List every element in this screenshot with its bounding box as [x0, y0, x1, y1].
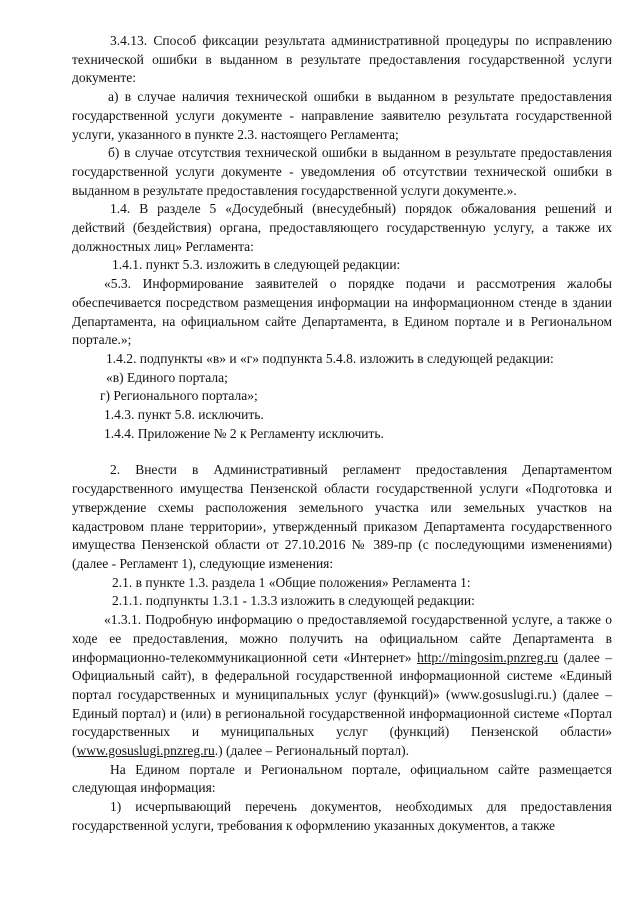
paragraph-item-g: г) Регионального портала»; — [100, 388, 258, 404]
paragraph-1-3-1-part-c: .) (далее – Региональный портал). — [214, 743, 409, 759]
paragraph-1-4-1: 1.4.1. пункт 5.3. изложить в следующей редакции: — [112, 257, 401, 273]
paragraph-2-1: 2.1. в пункте 1.3. раздела 1 «Общие положения» Регламента 1: — [112, 574, 471, 590]
paragraph-1-4-4: 1.4.4. Приложение № 2 к Регламенту исключить. — [104, 425, 384, 441]
paragraph-item-v: «в) Единого портала; — [106, 369, 228, 385]
paragraph-1-4: 1.4. В разделе 5 «Досудебный (внесудебный) порядок обжалования решений и действий (бездействия) органа, предоставляющего государственную услугу, а также их должностных лиц» Регламента: — [72, 201, 612, 254]
paragraph-1-4-2: 1.4.2. подпункты «в» и «г» подпункта 5.4.8. изложить в следующей редакции: — [106, 350, 554, 366]
paragraph-portal-info: На Едином портале и Региональном портале, официальном сайте размещается следующая информация: — [72, 761, 612, 796]
paragraph-3-4-13: 3.4.13. Способ фиксации результата административной процедуры по исправлению технической ошибки в выданном в результате предоставления государственной услуги документе: — [72, 33, 612, 86]
paragraph-item-a: а) в случае наличия технической ошибки в выданном в результате предоставления государственной услуги документе - направление заявителю результата государственной услуги, указанного в пункте 2.3. настоящего Регламента; — [72, 89, 612, 142]
paragraph-list-item-1: 1) исчерпывающий перечень документов, необходимых для предоставления государственной услуги, требования к оформлению указанных документов, а также — [72, 799, 612, 833]
official-site-link[interactable]: http://mingosim.pnzreg.ru — [417, 649, 559, 665]
paragraph-1-3-1-part-b: (далее – Официальный сайт), в федеральной государственной информационной системе «Единый портал государственных и муниципальных услуг (функций)» (www.gosuslugi.ru.) (далее – Единый портал) и (или) в региональной государственной информационной системе «Портал государственных и муниципальных услуг (функций) Пензенской области» ( — [72, 649, 612, 759]
spacer — [72, 443, 612, 461]
paragraph-2: 2. Внести в Административный регламент предоставления Департаментом государственного имущества Пензенской области государственной услуги «Подготовка и утверждение схемы расположения земельного участка или земельных участков на кадастровом плане территории», утвержденный приказом Департамента государственного имущества Пензенской области от 27.10.2016 № 389-пр (с последующими изменениями) (далее - Регламент 1), следующие изменения: — [72, 462, 612, 571]
paragraph-5-3: «5.3. Информирование заявителей о порядке подачи и рассмотрения жалобы обеспечивается посредством размещения информации на информационном стенде в здании Департамента, на официальном сайте Департамента, в Едином портале и в Региональном портале.»; — [72, 276, 612, 348]
paragraph-1-4-3: 1.4.3. пункт 5.8. исключить. — [104, 407, 264, 423]
paragraph-2-1-1: 2.1.1. подпункты 1.3.1 - 1.3.3 изложить в следующей редакции: — [112, 593, 475, 609]
paragraph-1-3-1 — [72, 611, 612, 761]
regional-portal-link[interactable]: www.gosuslugi.pnzreg.ru — [76, 743, 215, 759]
paragraph-item-b: б) в случае отсутствия технической ошибки в выданном в результате предоставления государственной услуги документе - уведомления об отсутствии технической ошибки в выданном в результате предоставления государственной услуги документе.». — [72, 145, 612, 198]
paragraph-1-3-1-part-a: «1.3.1. Подробную информацию о предоставляемой государственной услуге, а также о ходе ее предоставления, можно получить на официальном сайте Департамента в информационно-телекоммуникационной сети «Интернет» — [72, 612, 612, 665]
document-page — [72, 32, 612, 836]
